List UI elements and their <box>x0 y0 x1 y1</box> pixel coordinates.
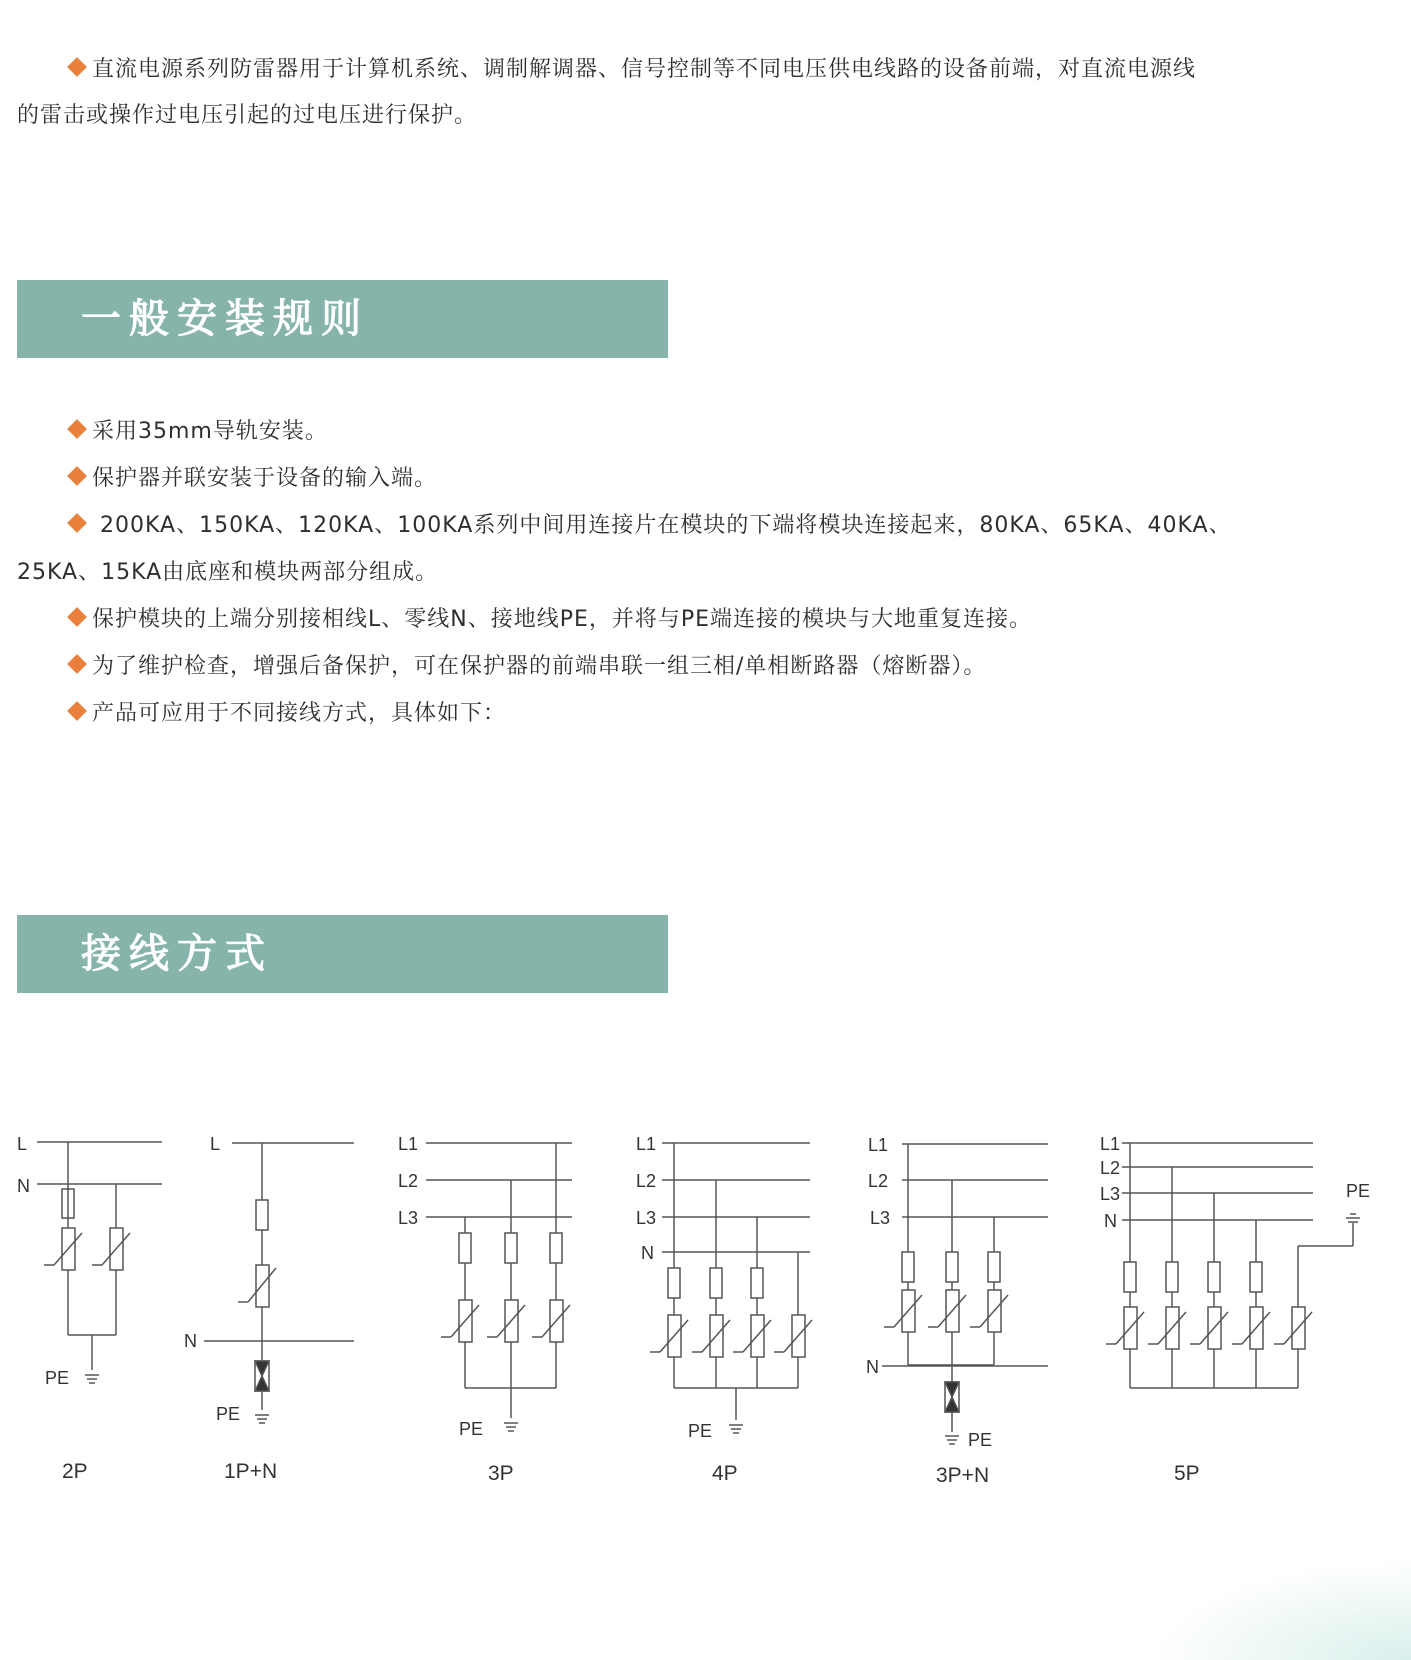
bullet-text: 产品可应用于不同接线方式，具体如下： <box>92 701 507 726</box>
bullet-diamond-icon <box>67 513 87 533</box>
bullet-item-cont <box>17 549 438 596</box>
label-l3: L3 <box>1100 1184 1121 1204</box>
label-l2: L2 <box>868 1171 889 1191</box>
bullet-text: 采用35mm导轨安装。 <box>92 419 328 444</box>
bullet-diamond-icon <box>67 419 87 439</box>
bullet-item <box>64 455 437 502</box>
label-n: N <box>866 1357 879 1377</box>
bullet-text: 保护器并联安装于设备的输入端。 <box>92 466 438 491</box>
label-l1: L1 <box>636 1134 657 1154</box>
label-l: L <box>210 1134 221 1154</box>
bullet-item <box>64 408 328 455</box>
diagram-3p <box>426 1143 572 1431</box>
label-l2: L2 <box>398 1171 419 1191</box>
page-corner-tint <box>1150 1560 1411 1660</box>
bullet-text: 200KA、150KA、120KA、100KA系列中间用连接片在模块的下端将模块连接起来，80KA、65KA、40KA、 <box>92 513 1232 538</box>
bullet-item <box>64 643 986 690</box>
label-n: N <box>641 1243 654 1263</box>
bullet-item <box>64 502 1232 549</box>
wiring-diagrams <box>0 1120 1411 1520</box>
label-l3: L3 <box>398 1208 419 1228</box>
label-n: N <box>1104 1211 1117 1231</box>
label-l3: L3 <box>870 1208 891 1228</box>
bullet-text: 为了维护检查，增强后备保护，可在保护器的前端串联一组三相/单相断路器（熔断器）。 <box>92 654 987 679</box>
label-pe: PE <box>1346 1181 1371 1201</box>
intro-paragraph <box>64 46 1196 93</box>
bullet-diamond-icon <box>67 654 87 674</box>
bullet-diamond-icon <box>67 701 87 721</box>
bullet-item <box>64 596 1032 643</box>
diagram-2p <box>37 1142 162 1383</box>
caption-3p: 3P <box>488 1462 514 1485</box>
bullet-item <box>64 690 506 737</box>
label-l3: L3 <box>636 1208 657 1228</box>
diagram-5p <box>1106 1143 1360 1388</box>
diagram-1p-n <box>204 1143 354 1423</box>
label-l2: L2 <box>1100 1158 1121 1178</box>
bullet-diamond-icon <box>67 466 87 486</box>
diagram-3p-n <box>882 1144 1048 1444</box>
label-n: N <box>17 1176 30 1196</box>
label-pe: PE <box>459 1419 484 1439</box>
caption-5p: 5P <box>1174 1462 1200 1485</box>
label-pe: PE <box>968 1430 993 1450</box>
diagram-4p <box>650 1143 812 1433</box>
section-banner-install-rules <box>17 280 668 358</box>
caption-1p-n: 1P+N <box>224 1460 278 1483</box>
section-banner-wiring <box>17 915 668 993</box>
intro-line-1: 直流电源系列防雷器用于计算机系统、调制解调器、信号控制等不同电压供电线路的设备前端，对直流电源线 <box>92 57 1197 82</box>
intro-paragraph-cont <box>17 92 477 139</box>
caption-2p: 2P <box>62 1460 88 1483</box>
label-l: L <box>17 1134 28 1154</box>
section-title: 接线方式 <box>81 930 273 977</box>
label-n: N <box>184 1331 197 1351</box>
caption-3p-n: 3P+N <box>936 1464 990 1487</box>
bullet-diamond-icon <box>67 607 87 627</box>
bullet-text: 保护模块的上端分别接相线L、零线N、接地线PE，并将与PE端连接的模块与大地重复连接。 <box>92 607 1033 632</box>
label-pe: PE <box>216 1404 241 1424</box>
label-l2: L2 <box>636 1171 657 1191</box>
label-l1: L1 <box>868 1135 889 1155</box>
bullet-diamond-icon <box>67 57 87 77</box>
caption-4p: 4P <box>712 1462 738 1485</box>
label-l1: L1 <box>1100 1134 1121 1154</box>
label-l1: L1 <box>398 1134 419 1154</box>
section-title: 一般安装规则 <box>81 295 369 342</box>
label-pe: PE <box>688 1421 713 1441</box>
bullet-text: 25KA、15KA由底座和模块两部分组成。 <box>17 560 439 585</box>
intro-line-2: 的雷击或操作过电压引起的过电压进行保护。 <box>17 103 478 128</box>
label-pe: PE <box>45 1368 70 1388</box>
